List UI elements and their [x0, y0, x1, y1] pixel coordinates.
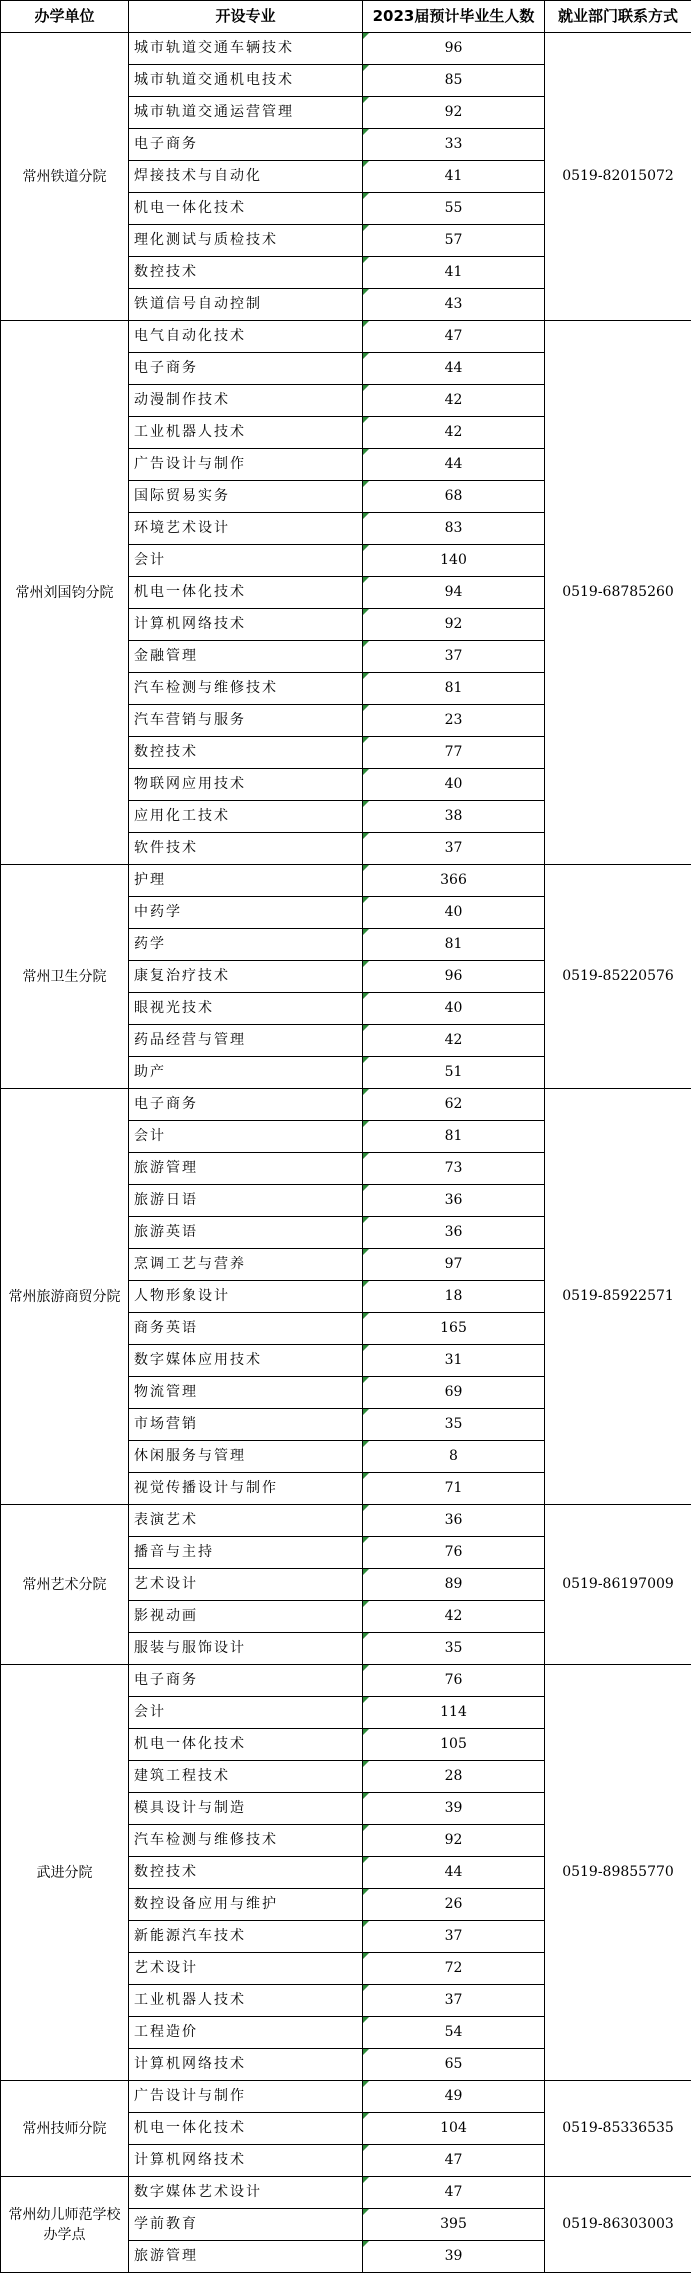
major-cell: 助产	[129, 1057, 363, 1089]
count-cell: 68	[363, 481, 545, 513]
count-cell: 62	[363, 1089, 545, 1121]
count-cell: 49	[363, 2081, 545, 2113]
major-cell: 计算机网络技术	[129, 2145, 363, 2177]
unit-cell: 武进分院	[1, 1665, 129, 2081]
major-cell: 国际贸易实务	[129, 481, 363, 513]
major-cell: 电子商务	[129, 1089, 363, 1121]
header-row	[1, 1, 691, 33]
count-cell: 37	[363, 1921, 545, 1953]
major-cell: 城市轨道交通运营管理	[129, 97, 363, 129]
major-cell: 数控设备应用与维护	[129, 1889, 363, 1921]
count-cell: 47	[363, 2145, 545, 2177]
contact-cell: 0519-85220576	[545, 865, 691, 1089]
count-cell: 44	[363, 353, 545, 385]
count-cell: 37	[363, 833, 545, 865]
major-cell: 会计	[129, 1121, 363, 1153]
count-cell: 26	[363, 1889, 545, 1921]
major-cell: 广告设计与制作	[129, 2081, 363, 2113]
major-cell: 机电一体化技术	[129, 2113, 363, 2145]
count-cell: 43	[363, 289, 545, 321]
major-cell: 物联网应用技术	[129, 769, 363, 801]
table-row	[1, 1089, 691, 1121]
major-cell: 学前教育	[129, 2209, 363, 2241]
major-cell: 电子商务	[129, 353, 363, 385]
count-cell: 42	[363, 385, 545, 417]
unit-cell: 常州刘国钧分院	[1, 321, 129, 865]
count-cell: 40	[363, 897, 545, 929]
major-cell: 工业机器人技术	[129, 1985, 363, 2017]
count-cell: 366	[363, 865, 545, 897]
count-cell: 94	[363, 577, 545, 609]
major-cell: 烹调工艺与营养	[129, 1249, 363, 1281]
table-row	[1, 2081, 691, 2113]
unit-cell: 常州艺术分院	[1, 1505, 129, 1665]
major-cell: 会计	[129, 545, 363, 577]
major-cell: 铁道信号自动控制	[129, 289, 363, 321]
major-cell: 城市轨道交通机电技术	[129, 65, 363, 97]
major-cell: 人物形象设计	[129, 1281, 363, 1313]
major-cell: 康复治疗技术	[129, 961, 363, 993]
table-row	[1, 1665, 691, 1697]
count-cell: 41	[363, 257, 545, 289]
count-cell: 37	[363, 1985, 545, 2017]
count-cell: 41	[363, 161, 545, 193]
count-cell: 42	[363, 1025, 545, 1057]
major-cell: 中药学	[129, 897, 363, 929]
count-cell: 92	[363, 97, 545, 129]
major-cell: 计算机网络技术	[129, 2049, 363, 2081]
major-cell: 数字媒体艺术设计	[129, 2177, 363, 2209]
major-cell: 视觉传播设计与制作	[129, 1473, 363, 1505]
count-cell: 23	[363, 705, 545, 737]
count-cell: 89	[363, 1569, 545, 1601]
major-cell: 理化测试与质检技术	[129, 225, 363, 257]
count-cell: 76	[363, 1665, 545, 1697]
unit-cell: 常州铁道分院	[1, 33, 129, 321]
count-cell: 33	[363, 129, 545, 161]
count-cell: 42	[363, 1601, 545, 1633]
header-major: 开设专业	[129, 1, 363, 33]
count-cell: 18	[363, 1281, 545, 1313]
count-cell: 54	[363, 2017, 545, 2049]
major-cell: 数控技术	[129, 1857, 363, 1889]
count-cell: 44	[363, 1857, 545, 1889]
major-cell: 应用化工技术	[129, 801, 363, 833]
contact-cell: 0519-82015072	[545, 33, 691, 321]
count-cell: 38	[363, 801, 545, 833]
major-cell: 汽车检测与维修技术	[129, 1825, 363, 1857]
major-cell: 服装与服饰设计	[129, 1633, 363, 1665]
major-cell: 会计	[129, 1697, 363, 1729]
count-cell: 76	[363, 1537, 545, 1569]
unit-cell: 常州旅游商贸分院	[1, 1089, 129, 1505]
major-cell: 电气自动化技术	[129, 321, 363, 353]
unit-cell: 常州卫生分院	[1, 865, 129, 1089]
count-cell: 51	[363, 1057, 545, 1089]
count-cell: 85	[363, 65, 545, 97]
major-cell: 物流管理	[129, 1377, 363, 1409]
count-cell: 81	[363, 673, 545, 705]
major-cell: 机电一体化技术	[129, 577, 363, 609]
count-cell: 96	[363, 33, 545, 65]
count-cell: 39	[363, 2241, 545, 2273]
count-cell: 92	[363, 609, 545, 641]
major-cell: 新能源汽车技术	[129, 1921, 363, 1953]
table-row	[1, 2177, 691, 2209]
table-row	[1, 1505, 691, 1537]
count-cell: 47	[363, 2177, 545, 2209]
count-cell: 97	[363, 1249, 545, 1281]
major-cell: 旅游日语	[129, 1185, 363, 1217]
major-cell: 软件技术	[129, 833, 363, 865]
count-cell: 35	[363, 1633, 545, 1665]
contact-cell: 0519-85922571	[545, 1089, 691, 1505]
major-cell: 旅游管理	[129, 2241, 363, 2273]
major-cell: 市场营销	[129, 1409, 363, 1441]
count-cell: 71	[363, 1473, 545, 1505]
major-cell: 商务英语	[129, 1313, 363, 1345]
count-cell: 8	[363, 1441, 545, 1473]
count-cell: 83	[363, 513, 545, 545]
count-cell: 92	[363, 1825, 545, 1857]
count-cell: 105	[363, 1729, 545, 1761]
count-cell: 42	[363, 417, 545, 449]
count-cell: 55	[363, 193, 545, 225]
contact-cell: 0519-85336535	[545, 2081, 691, 2177]
major-cell: 影视动画	[129, 1601, 363, 1633]
count-cell: 36	[363, 1185, 545, 1217]
major-cell: 工程造价	[129, 2017, 363, 2049]
count-cell: 35	[363, 1409, 545, 1441]
count-cell: 39	[363, 1793, 545, 1825]
major-cell: 电子商务	[129, 1665, 363, 1697]
count-cell: 114	[363, 1697, 545, 1729]
table-row	[1, 865, 691, 897]
major-cell: 药品经营与管理	[129, 1025, 363, 1057]
count-cell: 47	[363, 321, 545, 353]
count-cell: 36	[363, 1217, 545, 1249]
count-cell: 28	[363, 1761, 545, 1793]
contact-cell: 0519-68785260	[545, 321, 691, 865]
count-cell: 72	[363, 1953, 545, 1985]
major-cell: 播音与主持	[129, 1537, 363, 1569]
count-cell: 44	[363, 449, 545, 481]
unit-cell: 常州技师分院	[1, 2081, 129, 2177]
count-cell: 140	[363, 545, 545, 577]
header-unit: 办学单位	[1, 1, 129, 33]
count-cell: 69	[363, 1377, 545, 1409]
major-cell: 计算机网络技术	[129, 609, 363, 641]
contact-cell: 0519-86197009	[545, 1505, 691, 1665]
count-cell: 65	[363, 2049, 545, 2081]
major-cell: 机电一体化技术	[129, 193, 363, 225]
header-count: 2023届预计毕业生人数	[363, 1, 545, 33]
major-cell: 表演艺术	[129, 1505, 363, 1537]
major-cell: 动漫制作技术	[129, 385, 363, 417]
major-cell: 建筑工程技术	[129, 1761, 363, 1793]
major-cell: 数控技术	[129, 257, 363, 289]
major-cell: 休闲服务与管理	[129, 1441, 363, 1473]
major-cell: 护理	[129, 865, 363, 897]
major-cell: 焊接技术与自动化	[129, 161, 363, 193]
count-cell: 395	[363, 2209, 545, 2241]
table-body	[1, 33, 691, 2273]
major-cell: 药学	[129, 929, 363, 961]
major-cell: 汽车检测与维修技术	[129, 673, 363, 705]
count-cell: 81	[363, 929, 545, 961]
major-cell: 眼视光技术	[129, 993, 363, 1025]
major-cell: 汽车营销与服务	[129, 705, 363, 737]
header-contact: 就业部门联系方式	[545, 1, 691, 33]
major-cell: 旅游管理	[129, 1153, 363, 1185]
count-cell: 77	[363, 737, 545, 769]
unit-cell: 常州幼儿师范学校办学点	[1, 2177, 129, 2273]
major-cell: 机电一体化技术	[129, 1729, 363, 1761]
major-cell: 模具设计与制造	[129, 1793, 363, 1825]
count-cell: 40	[363, 769, 545, 801]
count-cell: 57	[363, 225, 545, 257]
count-cell: 31	[363, 1345, 545, 1377]
count-cell: 81	[363, 1121, 545, 1153]
table-row	[1, 33, 691, 65]
count-cell: 104	[363, 2113, 545, 2145]
contact-cell: 0519-86303003	[545, 2177, 691, 2273]
contact-cell: 0519-89855770	[545, 1665, 691, 2081]
major-cell: 艺术设计	[129, 1953, 363, 1985]
major-cell: 数控技术	[129, 737, 363, 769]
major-cell: 艺术设计	[129, 1569, 363, 1601]
table-row	[1, 321, 691, 353]
major-cell: 城市轨道交通车辆技术	[129, 33, 363, 65]
major-cell: 环境艺术设计	[129, 513, 363, 545]
major-cell: 广告设计与制作	[129, 449, 363, 481]
major-cell: 旅游英语	[129, 1217, 363, 1249]
major-cell: 数字媒体应用技术	[129, 1345, 363, 1377]
count-cell: 40	[363, 993, 545, 1025]
count-cell: 36	[363, 1505, 545, 1537]
count-cell: 165	[363, 1313, 545, 1345]
count-cell: 73	[363, 1153, 545, 1185]
major-cell: 工业机器人技术	[129, 417, 363, 449]
count-cell: 37	[363, 641, 545, 673]
major-cell: 金融管理	[129, 641, 363, 673]
major-cell: 电子商务	[129, 129, 363, 161]
count-cell: 96	[363, 961, 545, 993]
